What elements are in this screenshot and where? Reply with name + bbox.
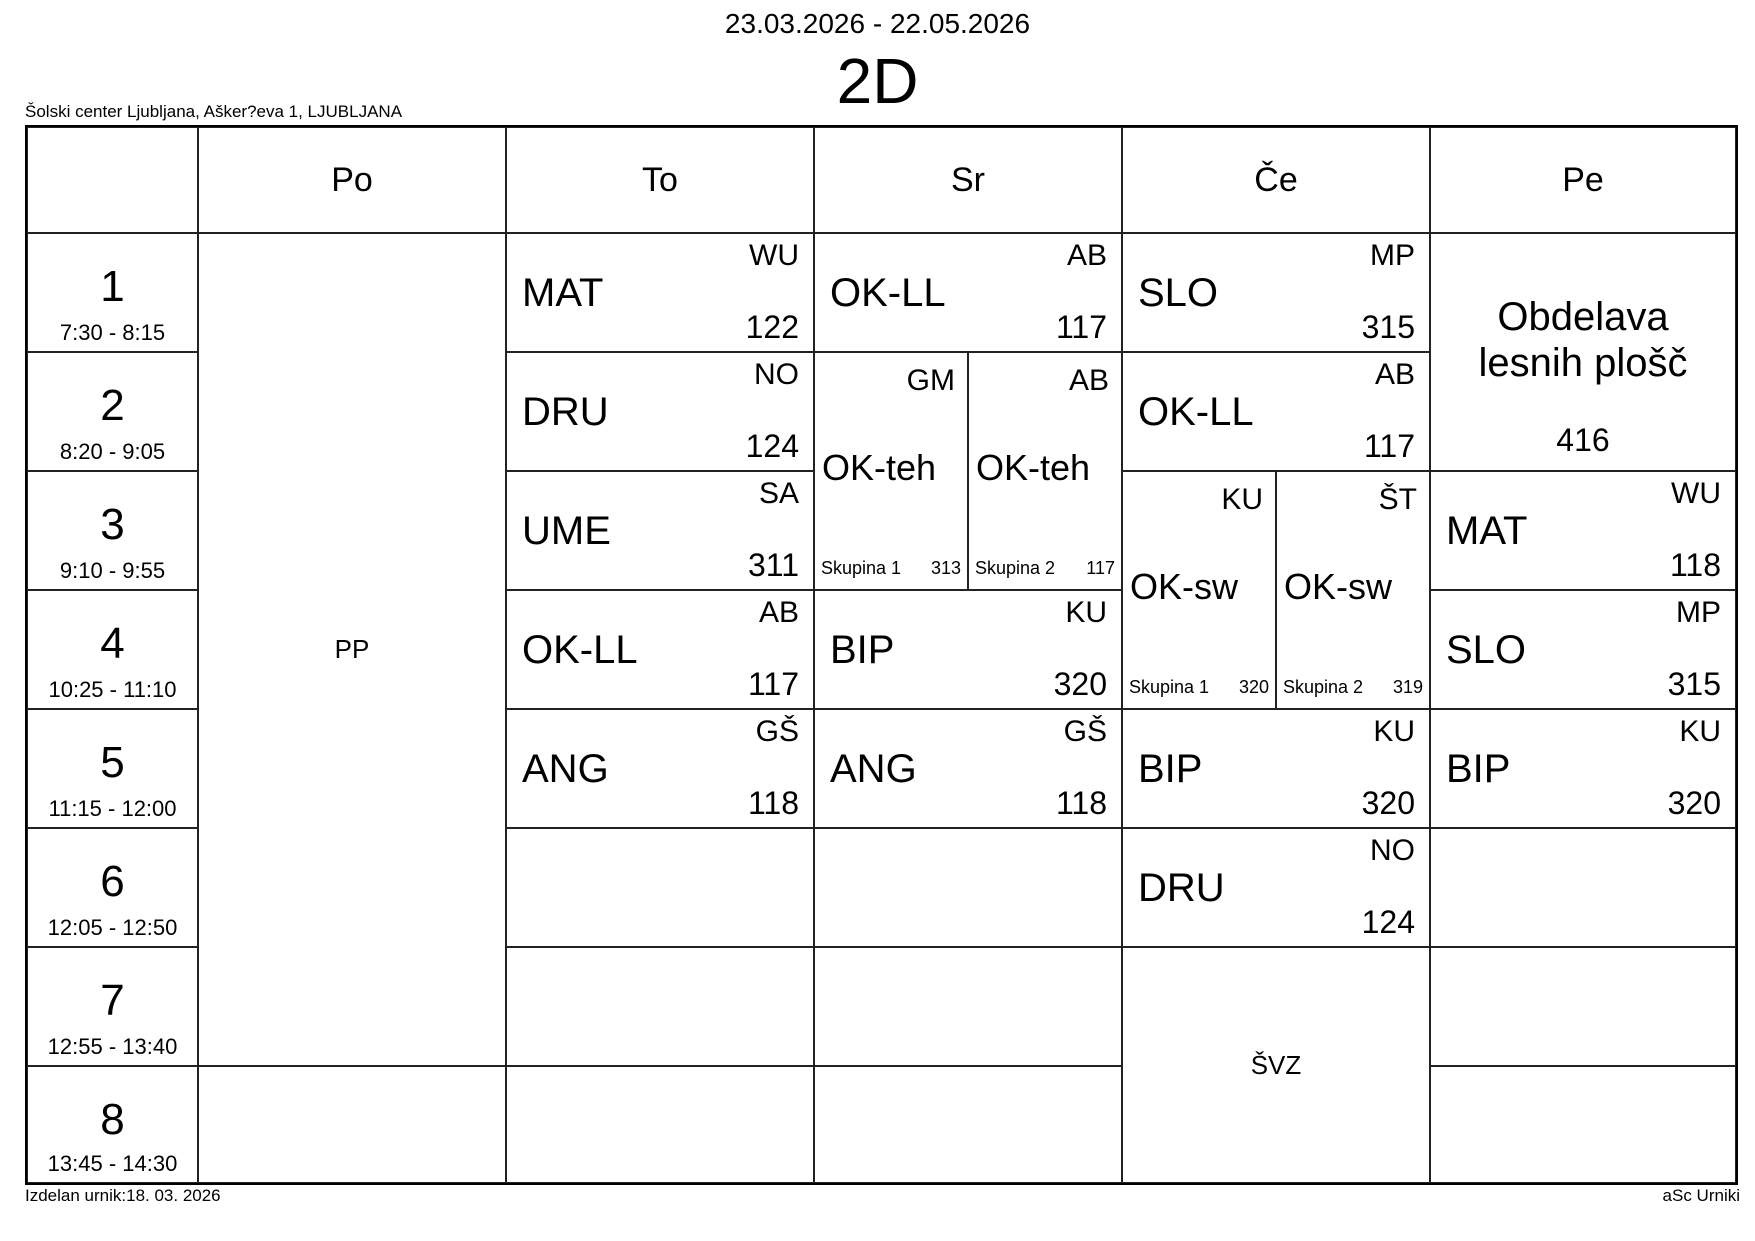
- lesson-room: 118: [1055, 785, 1107, 821]
- period-number: 7: [100, 976, 125, 1025]
- lesson-subject: SLO: [1446, 628, 1527, 672]
- period-time: 7:30 - 8:15: [59, 320, 166, 345]
- lesson-subject: OK-LL: [1138, 390, 1254, 434]
- lesson-ce-34-group1: [1122, 471, 1276, 709]
- lesson-subject: OK-teh: [976, 447, 1091, 488]
- period-time: 13:45 - 14:30: [47, 1151, 178, 1176]
- lesson-to-4: [506, 590, 814, 709]
- lesson-subject: DRU: [1138, 866, 1225, 910]
- period-number: 3: [100, 500, 125, 549]
- lesson-teacher: AB: [1374, 358, 1415, 391]
- lesson-subject-line1: Obdelava: [1497, 295, 1669, 339]
- lesson-pe-12: [1430, 233, 1736, 471]
- lesson-subject: ANG: [522, 747, 609, 791]
- period-5: [27, 709, 198, 828]
- lesson-teacher: AB: [1068, 364, 1109, 397]
- lesson-ce-34-group2: [1276, 471, 1430, 709]
- period-number: 5: [100, 738, 125, 787]
- period-1: [27, 233, 198, 352]
- day-header-pe: Pe: [1430, 127, 1736, 233]
- lesson-group: Skupina 2: [975, 558, 1056, 578]
- corner-cell: [27, 127, 198, 233]
- lesson-subject: MAT: [1446, 509, 1528, 553]
- class-title: 2D: [836, 45, 919, 117]
- day-header-sr: Sr: [814, 127, 1122, 233]
- empty-slot: [814, 1066, 1122, 1183]
- lesson-room: 118: [1669, 547, 1721, 583]
- period-number: 4: [100, 619, 125, 668]
- period-2: [27, 352, 198, 471]
- empty-slot: [1430, 828, 1736, 947]
- period-time: 10:25 - 11:10: [48, 677, 177, 702]
- lesson-teacher: GŠ: [755, 715, 799, 748]
- lesson-ce-2: [1122, 352, 1430, 471]
- lesson-teacher: KU: [1373, 715, 1415, 748]
- lesson-room: 117: [1086, 558, 1115, 578]
- brand-label: aSc Urniki: [1662, 1186, 1740, 1205]
- lesson-pe-4: [1430, 590, 1736, 709]
- lesson-teacher: GM: [906, 364, 955, 397]
- lesson-room: 117: [1363, 428, 1415, 464]
- lesson-sr-1: [814, 233, 1122, 352]
- lesson-group: Skupina 2: [1283, 677, 1364, 697]
- lesson-to-5: [506, 709, 814, 828]
- empty-slot: [506, 947, 814, 1066]
- lesson-teacher: WU: [1671, 477, 1721, 510]
- lesson-room: 315: [1667, 666, 1721, 702]
- lesson-sr-23-group1: [814, 352, 968, 590]
- period-number: 8: [100, 1095, 125, 1144]
- lesson-room: 320: [1667, 785, 1721, 821]
- lesson-to-1: [506, 233, 814, 352]
- lesson-subject: DRU: [522, 390, 609, 434]
- lesson-teacher: NO: [1370, 834, 1415, 867]
- empty-slot: [814, 947, 1122, 1066]
- period-8: [27, 1066, 198, 1183]
- lesson-teacher: MP: [1370, 239, 1415, 272]
- lesson-room: 320: [1361, 785, 1415, 821]
- period-time: 11:15 - 12:00: [48, 796, 177, 821]
- lesson-teacher: AB: [758, 596, 799, 629]
- lesson-ce-1: [1122, 233, 1430, 352]
- lesson-subject: UME: [522, 509, 611, 553]
- lesson-teacher: KU: [1221, 483, 1263, 516]
- lesson-subject: MAT: [522, 271, 604, 315]
- lesson-room: 416: [1556, 422, 1610, 458]
- lesson-teacher: SA: [758, 477, 799, 510]
- date-range: 23.03.2026 - 22.05.2026: [724, 8, 1031, 39]
- timetable-grid: [25, 125, 1738, 1185]
- lesson-room: 118: [747, 785, 799, 821]
- period-3: [27, 471, 198, 590]
- lesson-teacher: AB: [1066, 239, 1107, 272]
- lesson-subject: OK-LL: [522, 628, 638, 672]
- period-number: 2: [100, 381, 125, 430]
- period-time: 9:10 - 9:55: [59, 558, 166, 583]
- lesson-subject: OK-teh: [822, 447, 937, 488]
- lesson-teacher: WU: [749, 239, 799, 272]
- lesson-teacher: MP: [1676, 596, 1721, 629]
- period-time: 12:55 - 13:40: [47, 1034, 178, 1059]
- lesson-room: 124: [1361, 904, 1415, 940]
- lesson-subject: OK-LL: [830, 271, 946, 315]
- lesson-subject-line2: lesnih plošč: [1478, 341, 1688, 385]
- empty-slot: [1430, 947, 1736, 1066]
- lesson-po-pp: PP: [198, 233, 506, 1066]
- lesson-room: 315: [1361, 309, 1415, 345]
- lesson-pe-5: [1430, 709, 1736, 828]
- day-header-po: Po: [198, 127, 506, 233]
- lesson-ce-svz: ŠVZ: [1122, 947, 1430, 1183]
- lesson-group: Skupina 1: [1129, 677, 1210, 697]
- period-time: 12:05 - 12:50: [47, 915, 178, 940]
- lesson-sr-23-group2: [968, 352, 1122, 590]
- lesson-pe-3: [1430, 471, 1736, 590]
- lesson-room: 124: [745, 428, 799, 464]
- lesson-subject: BIP: [830, 628, 895, 672]
- lesson-room: 117: [1055, 309, 1107, 345]
- lesson-subject: ANG: [830, 747, 917, 791]
- lesson-ce-6: [1122, 828, 1430, 947]
- lesson-teacher: ŠT: [1378, 483, 1417, 516]
- lesson-sr-5: [814, 709, 1122, 828]
- empty-slot: [506, 828, 814, 947]
- lesson-subject: OK-sw: [1284, 566, 1392, 607]
- period-number: 1: [100, 262, 125, 311]
- lesson-teacher: GŠ: [1063, 715, 1107, 748]
- lesson-room: 122: [745, 309, 799, 345]
- lesson-sr-4: [814, 590, 1122, 709]
- lesson-room: 313: [930, 558, 961, 578]
- period-6: [27, 828, 198, 947]
- lesson-room: 320: [1238, 677, 1269, 697]
- lesson-subject: BIP: [1138, 747, 1203, 791]
- empty-slot: [506, 1066, 814, 1183]
- lesson-subject: [1431, 294, 1735, 386]
- lesson-subject: OK-sw: [1130, 566, 1238, 607]
- day-header-ce: Če: [1122, 127, 1430, 233]
- lesson-group: Skupina 1: [821, 558, 902, 578]
- period-4: [27, 590, 198, 709]
- period-number: 6: [100, 857, 125, 906]
- lesson-room: 311: [747, 547, 799, 583]
- day-header-to: To: [506, 127, 814, 233]
- lesson-teacher: KU: [1065, 596, 1107, 629]
- period-time: 8:20 - 9:05: [59, 439, 166, 464]
- lesson-subject: SLO: [1138, 271, 1219, 315]
- lesson-subject: BIP: [1446, 747, 1511, 791]
- lesson-room: 320: [1053, 666, 1107, 702]
- school-name: Šolski center Ljubljana, Ašker?eva 1, LJUBLJANA: [25, 102, 403, 121]
- lesson-to-2: [506, 352, 814, 471]
- period-7: [27, 947, 198, 1066]
- lesson-teacher: NO: [754, 358, 799, 391]
- empty-slot: [814, 828, 1122, 947]
- lesson-room: 319: [1392, 677, 1423, 697]
- empty-slot: [1430, 1066, 1736, 1183]
- created-date: Izdelan urnik:18. 03. 2026: [25, 1186, 221, 1205]
- empty-slot: [198, 1066, 506, 1183]
- lesson-ce-5: [1122, 709, 1430, 828]
- lesson-teacher: KU: [1679, 715, 1721, 748]
- lesson-room: 117: [747, 666, 799, 702]
- lesson-to-3: [506, 471, 814, 590]
